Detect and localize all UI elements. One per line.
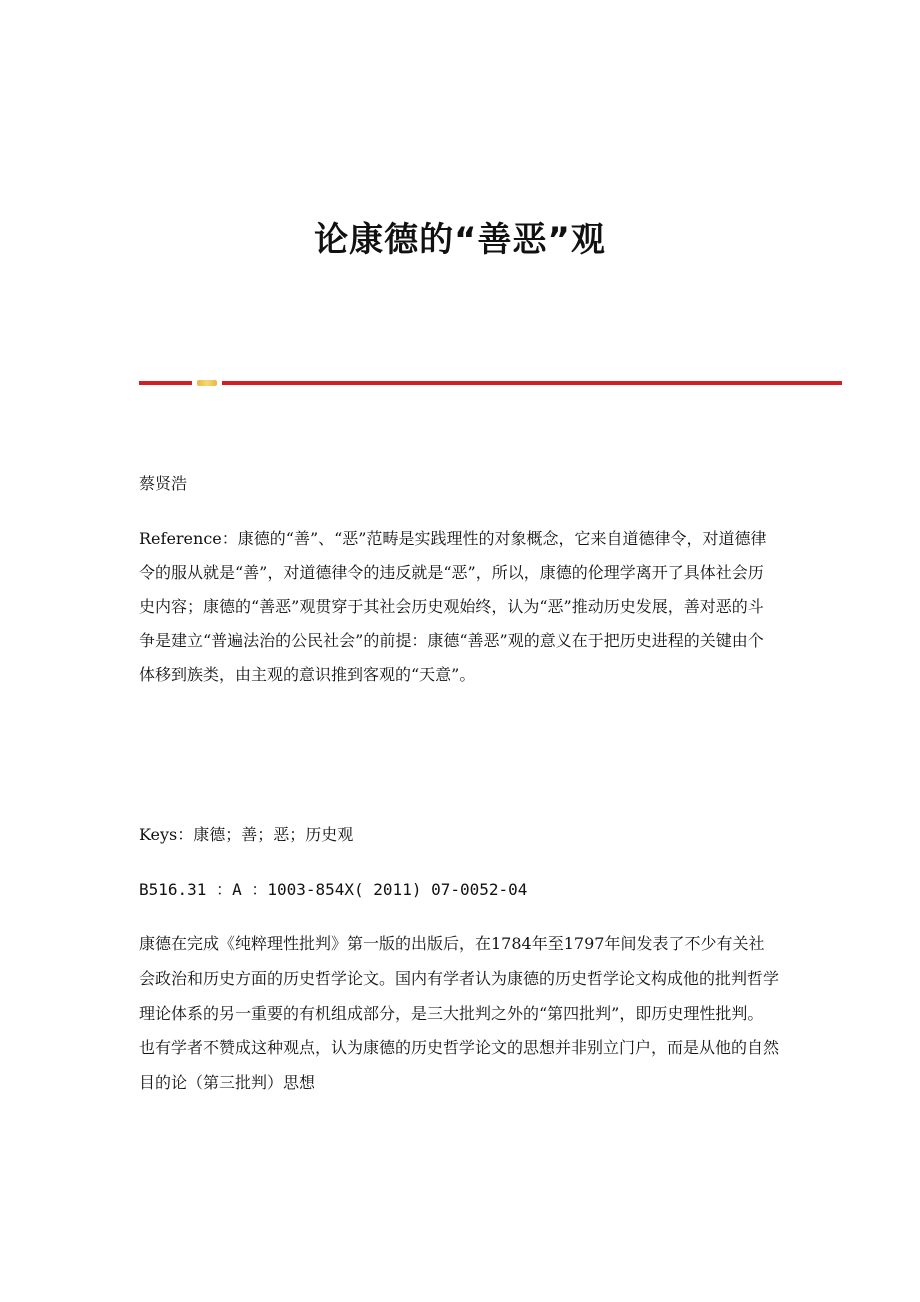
classification-line: B516.31 ：A ：1003-854X( 2011) 07-0052-04 bbox=[139, 880, 528, 899]
document-title: 论康德的“善恶”观 bbox=[314, 220, 606, 260]
title-divider-right bbox=[222, 381, 842, 385]
body-paragraph: 康德在完成《纯粹理性批判》第一版的出版后，在1784年至1797年间发表了不少有关社会政治和历史方面的历史哲学论文。国内有学者认为康德的历史哲学论文构成他的批判哲学理论体系的另一重要的有机组成部分，是三大批判之外的“第四批判”，即历史理性批判。也有学者不赞成这种观点，认为康德的历史哲学论文的思想并非别立门户，而是从他的自然目的论（第三批判）思想 bbox=[139, 934, 780, 1093]
title-divider-left bbox=[139, 381, 192, 385]
author-name: 蔡贤浩 bbox=[139, 474, 188, 493]
divider-ornament bbox=[197, 380, 217, 386]
keywords-line: Keys：康德；善；恶；历史观 bbox=[139, 825, 354, 844]
abstract-paragraph: Reference：康德的“善”、“恶”范畴是实践理性的对象概念，它来自道德律令，对道德律令的服从就是“善”，对道德律令的违反就是“恶”，所以，康德的伦理学离开了具体社会历史内容；康德的“善恶”观贯穿于其社会历史观始终，认为“恶”推动历史发展，善对恶的斗争是建立“普遍法治的公民社会”的前提：康德“善恶”观的意义在于把历史进程的关键由个体移到族类，由主观的意识推到客观的“天意”。 bbox=[139, 529, 767, 684]
